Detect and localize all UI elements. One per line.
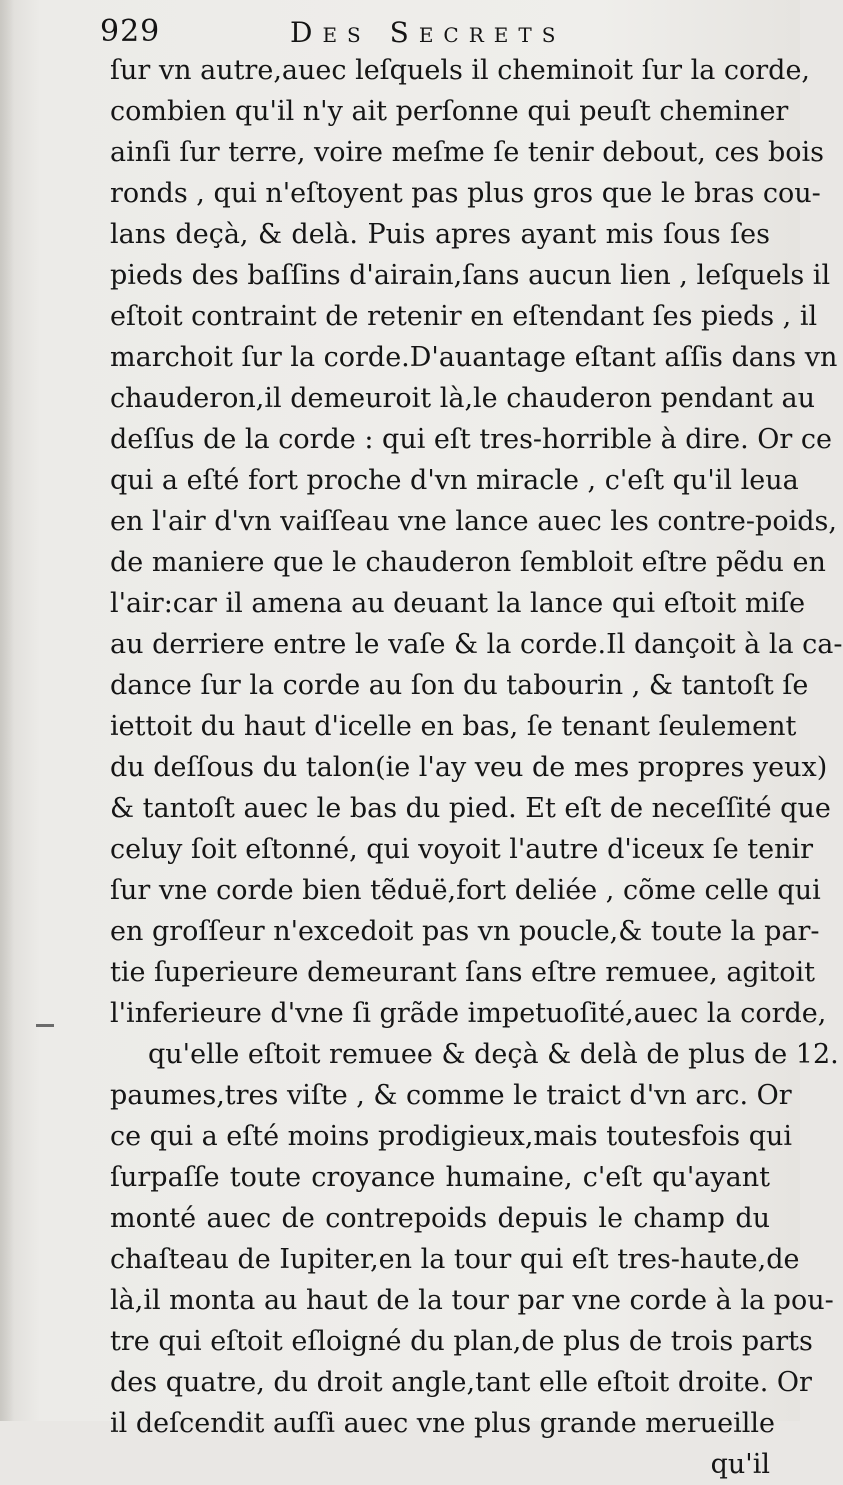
text-line: pieds des baſſins d'airain,ſans aucun lien , leſquels il bbox=[110, 260, 831, 291]
text-line: des quatre, du droit angle,tant elle eſtoit droite. Or bbox=[110, 1367, 812, 1398]
body-text bbox=[110, 50, 843, 1485]
text-line: qu'elle eſtoit remuee & deçà & delà de plus de 12. bbox=[148, 1039, 839, 1070]
text-line: tre qui eſtoit eſloigné du plan,de plus de trois parts bbox=[110, 1326, 813, 1357]
running-title: Des Secrets bbox=[290, 16, 566, 49]
text-line: ſur vn autre,auec leſquels il cheminoit ſur la corde, bbox=[110, 55, 811, 86]
catchword: qu'il bbox=[710, 1449, 770, 1480]
text-line: tie ſuperieure demeurant ſans eſtre remuee, agitoit bbox=[110, 957, 815, 988]
text-line: iettoit du haut d'icelle en bas, ſe tenant ſeulement bbox=[110, 711, 797, 742]
text-line: monté auec de contrepoids depuis le champ du bbox=[110, 1203, 770, 1234]
text-line: l'air:car il amena au deuant la lance qui eſtoit miſe bbox=[110, 588, 806, 619]
text-line: ainſi ſur terre, voire meſme ſe tenir debout, ces bois bbox=[110, 137, 825, 168]
text-line: là,il monta au haut de la tour par vne corde à la pou- bbox=[110, 1285, 834, 1316]
text-line: combien qu'il n'y ait perſonne qui peuſt cheminer bbox=[110, 96, 789, 127]
text-line: lans deçà, & delà. Puis apres ayant mis ſous ſes bbox=[110, 219, 770, 250]
text-line: dance ſur la corde au ſon du tabourin , & tantoſt ſe bbox=[110, 670, 809, 701]
text-line: l'inferieure d'vne ſi grãde impetuoſité,auec la corde, bbox=[110, 998, 827, 1029]
text-line: ſur vne corde bien tẽduë,fort deliée , cõme celle qui bbox=[110, 875, 821, 906]
text-line: & tantoſt auec le bas du pied. Et eſt de neceſſité que bbox=[110, 793, 831, 824]
text-line: chaſteau de Iupiter,en la tour qui eſt tres-haute,de bbox=[110, 1244, 800, 1275]
text-line: ronds , qui n'eſtoyent pas plus gros que le bras cou- bbox=[110, 178, 821, 209]
text-line: ſurpaſſe toute croyance humaine, c'eſt qu'ayant bbox=[110, 1162, 770, 1193]
text-line: eſtoit contraint de retenir en eſtendant ſes pieds , il bbox=[110, 301, 818, 332]
page-gutter-shadow bbox=[0, 0, 14, 1421]
page-number: 929 bbox=[100, 14, 161, 49]
text-line: il deſcendit auſſi auec vne plus grande merueille bbox=[110, 1408, 776, 1439]
text-line: en groſſeur n'excedoit pas vn poucle,& toute la par- bbox=[110, 916, 820, 947]
text-line: en l'air d'vn vaiſſeau vne lance auec les contre-poids, bbox=[110, 506, 837, 537]
text-line: qui a eſté fort proche d'vn miracle , c'eſt qu'il leua bbox=[110, 465, 799, 496]
text-line: deſſus de la corde : qui eſt tres-horrible à dire. Or ce bbox=[110, 424, 832, 455]
text-line: celuy ſoit eſtonné, qui voyoit l'autre d'iceux ſe tenir bbox=[110, 834, 814, 865]
text-line: du deſſous du talon(ie l'ay veu de mes propres yeux) bbox=[110, 752, 828, 783]
text-line: marchoit ſur la corde.D'auantage eſtant aſſis dans vn bbox=[110, 342, 838, 373]
text-line: au derriere entre le vaſe & la corde.Il dançoit à la ca- bbox=[110, 629, 843, 660]
text-line: de maniere que le chauderon ſembloit eſtre pẽdu en bbox=[110, 547, 826, 578]
text-line: ce qui a eſté moins prodigieux,mais toutesfois qui bbox=[110, 1121, 793, 1152]
margin-dash-mark bbox=[36, 1024, 54, 1027]
text-line: paumes,tres viſte , & comme le traict d'vn arc. Or bbox=[110, 1080, 792, 1111]
text-line: chauderon,il demeuroit là,le chauderon pendant au bbox=[110, 383, 815, 414]
